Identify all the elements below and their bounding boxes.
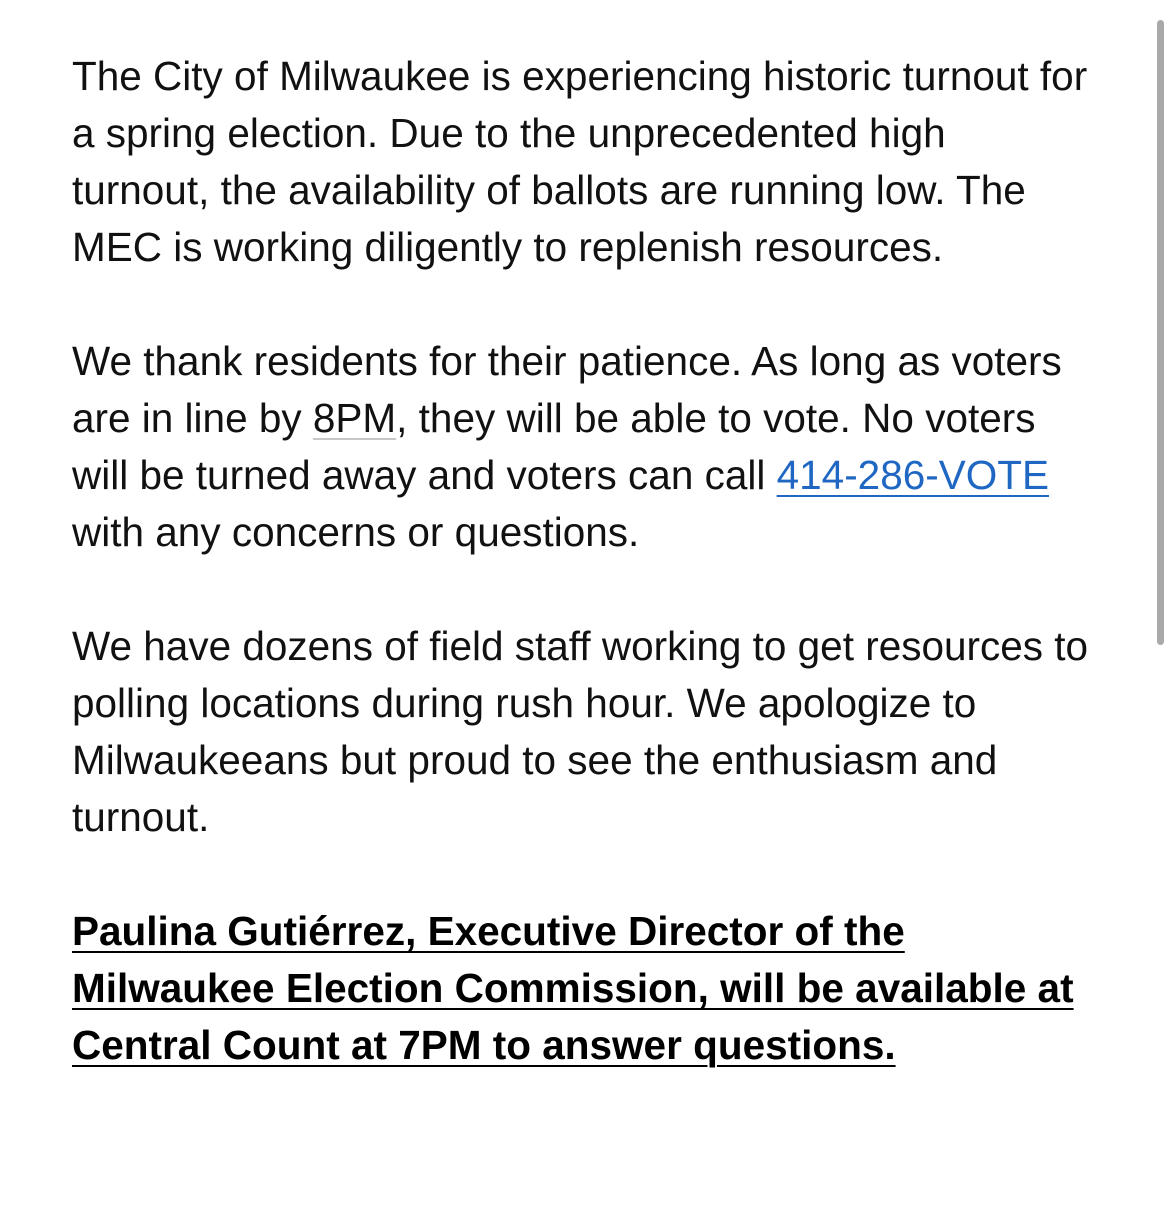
paragraph-director-text: Paulina Gutiérrez, Executive Director of the Milwaukee Election Commission, will be available at Central Count at 7PM to answer questions.: [72, 908, 1074, 1068]
scrollbar[interactable]: [1152, 0, 1170, 1224]
scrollbar-thumb[interactable]: [1157, 20, 1164, 645]
message-content: [72, 48, 1092, 1074]
paragraph-field-staff: [72, 618, 1092, 846]
paragraph-field-staff-text: We have dozens of field staff working to get resources to polling locations during rush hour. We apologize to Milwaukeeans but proud to see the enthusiasm and turnout.: [72, 623, 1089, 840]
patience-text-end: with any concerns or questions.: [72, 509, 640, 555]
phone-number-link[interactable]: 414-286-VOTE: [776, 452, 1050, 498]
patience-text-middle: , they will be able to vote. No voters will be turned away and voters can call: [72, 395, 1036, 498]
paragraph-director-announcement: [72, 903, 1092, 1074]
paragraph-patience: [72, 333, 1092, 561]
patience-text-start: We thank residents for their patience. As long as voters are in line by: [72, 338, 1062, 441]
time-detected-link[interactable]: 8PM: [312, 395, 397, 441]
paragraph-turnout-text: The City of Milwaukee is experiencing historic turnout for a spring election. Due to the unprecedented high turnout, the availability of ballots are running low. The MEC is working diligently to replenish resources.: [72, 53, 1088, 270]
paragraph-turnout: [72, 48, 1092, 276]
